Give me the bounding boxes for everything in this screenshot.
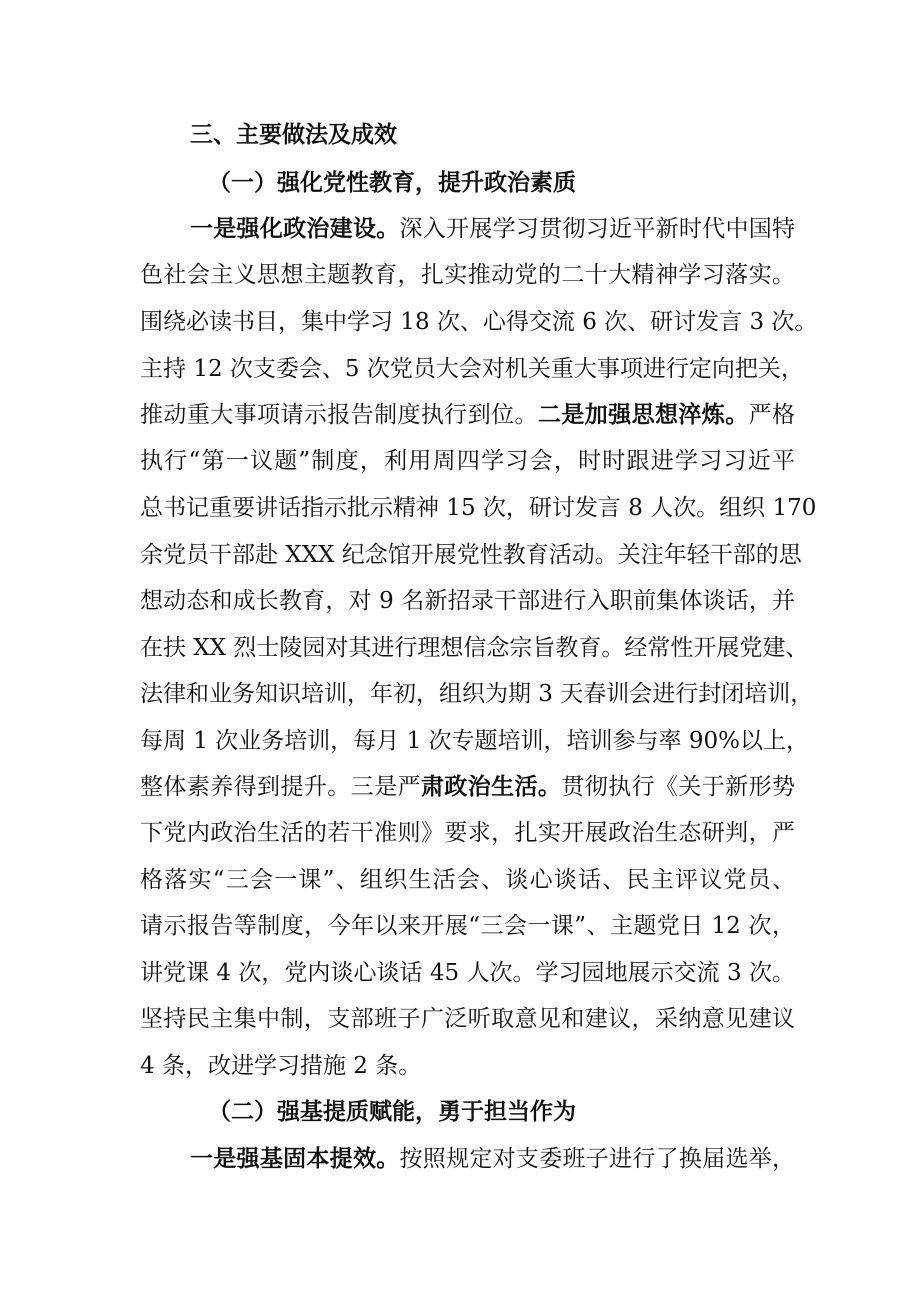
paragraph-line-1 <box>190 214 795 244</box>
section-title: 三、主要做法及成效 <box>190 122 397 148</box>
lead-phrase: 一是强化政治建设。 <box>190 216 400 242</box>
paragraph-line-15: 格落实“三会一课”、组织生活会、谈心谈话、民主评议党员、 <box>140 867 795 893</box>
paragraph-line-2: 色社会主义思想主题教育，扎实推动党的二十大精神学习落实。 <box>140 262 795 288</box>
paragraph-line-3: 围绕必读书目，集中学习 18 次、心得交流 6 次、研讨发言 3 次。 <box>140 309 818 335</box>
paragraph-line-9: 想动态和成长教育，对 9 名新招录干部进行入职前集体谈话，并 <box>140 588 795 614</box>
paragraph-line-20 <box>190 1144 795 1174</box>
lead-phrase: 二是加强思想淬炼。 <box>537 402 749 428</box>
paragraph-line-11: 法律和业务知识培训，年初，组织为期 3 天春训会进行封闭培训， <box>140 681 814 707</box>
paragraph-line-7: 总书记重要讲话指示批示精神 15 次，研讨发言 8 人次。组织 170 <box>140 495 817 521</box>
text-run: 推动重大事项请示报告制度执行到位。 <box>140 402 538 428</box>
lead-phrase: 一是强基固本提效。 <box>190 1146 400 1172</box>
text-run: 按照规定对支委班子进行了换届选举， <box>399 1146 796 1172</box>
paragraph-line-18: 坚持民主集中制，支部班子广泛听取意见和建议，采纳意见建议 <box>140 1006 795 1032</box>
paragraph-line-19: 4 条，改进学习措施 2 条。 <box>140 1053 422 1079</box>
subsection-title-1: （一）强化党性教育，提升政治素质 <box>208 170 576 196</box>
paragraph-line-8: 余党员干部赴 XXX 纪念馆开展党性教育活动。关注年轻干部的思 <box>140 542 802 568</box>
paragraph-line-13 <box>140 772 795 802</box>
text-run: 深入开展学习贯彻习近平新时代中国特 <box>399 216 796 242</box>
paragraph-line-6: 执行“第一议题”制度，利用周四学习会，时时跟进学习习近平 <box>140 448 795 474</box>
paragraph-line-4: 主持 12 次支委会、5 次党员大会对机关重大事项进行定向把关， <box>140 356 804 382</box>
text-run: 严格 <box>748 402 796 428</box>
paragraph-line-16: 请示报告等制度，今年以来开展“三会一课”、主题党日 12 次， <box>140 913 795 939</box>
paragraph-line-10: 在扶 XX 烈士陵园对其进行理想信念宗旨教育。经常性开展党建、 <box>140 635 809 661</box>
paragraph-line-17: 讲党课 4 次，党内谈心谈话 45 人次。学习园地展示交流 3 次。 <box>140 960 795 986</box>
lead-phrase: 肃政治生活。 <box>420 774 562 800</box>
subsection-title-2: （二）强基提质赋能，勇于担当作为 <box>208 1099 576 1125</box>
paragraph-line-12: 每周 1 次业务培训，每月 1 次专题培训，培训参与率 90%以上， <box>140 728 809 754</box>
text-run: 贯彻执行《关于新形势 <box>561 774 796 800</box>
text-run: 整体素养得到提升。三是严 <box>140 774 421 800</box>
paragraph-line-14: 下党内政治生活的若干准则》要求，扎实开展政治生态研判，严 <box>140 820 795 846</box>
paragraph-line-5 <box>140 400 795 430</box>
